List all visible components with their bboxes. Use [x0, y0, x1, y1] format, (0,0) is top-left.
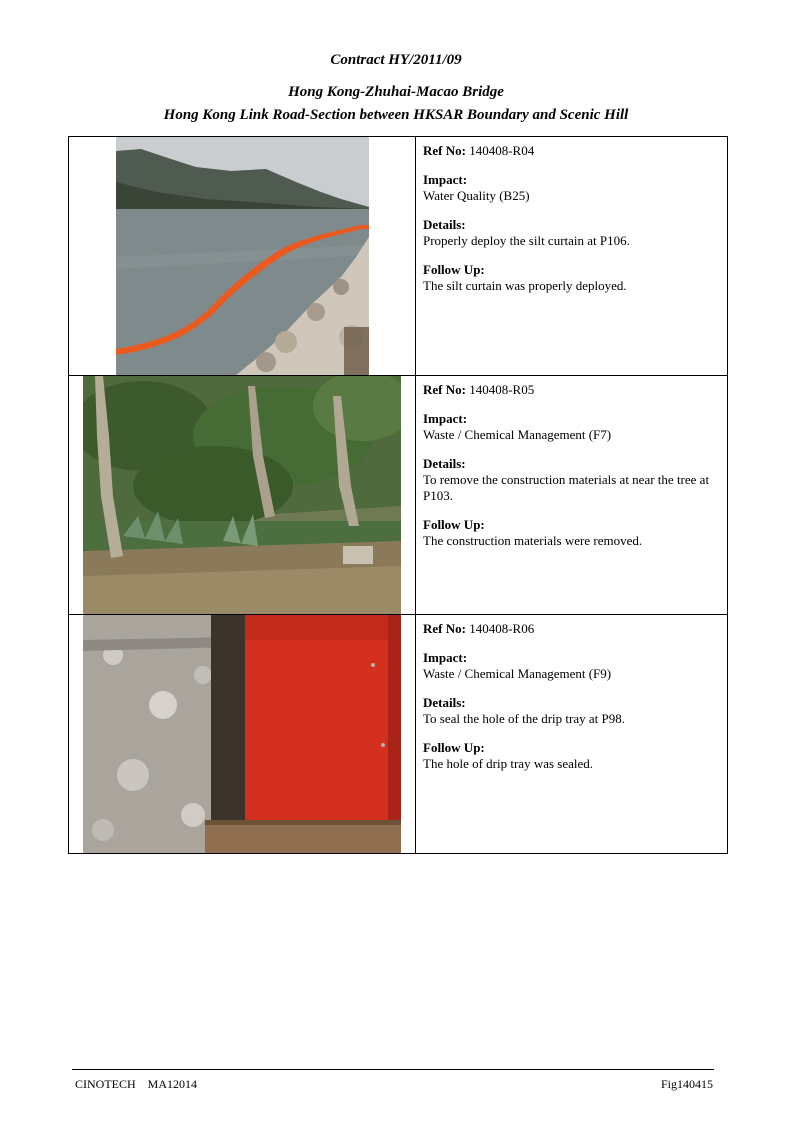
- table-row: [69, 615, 728, 854]
- table-row: [69, 137, 728, 376]
- impact-label: Impact:: [423, 411, 468, 426]
- followup-label: Follow Up:: [423, 740, 485, 755]
- followup-value: The hole of drip tray was sealed.: [423, 756, 594, 771]
- contract-title: Contract HY/2011/09: [330, 52, 462, 68]
- details-label: Details:: [423, 217, 466, 232]
- ref-label: Ref No:: [423, 621, 466, 636]
- project-title: Hong Kong-Zhuhai-Macao Bridge: [288, 84, 504, 100]
- impact-label: Impact:: [423, 650, 468, 665]
- photo-tree-area: [83, 376, 401, 614]
- impact-value: Water Quality (B25): [423, 188, 530, 203]
- photo-cell: [69, 376, 416, 615]
- followup-value: The silt curtain was properly deployed.: [423, 278, 627, 293]
- table-row: [69, 376, 728, 615]
- photo-cell: [69, 137, 416, 376]
- photo-drip-tray: [83, 615, 401, 853]
- footer-left: CINOTECH MA12014: [75, 1077, 197, 1091]
- details-label: Details:: [423, 695, 466, 710]
- ref-value: 140408-R05: [469, 382, 535, 397]
- ref-line: [423, 143, 719, 159]
- footer-divider: [72, 1069, 714, 1070]
- ref-line: [423, 382, 719, 398]
- ref-value: 140408-R04: [469, 143, 535, 158]
- followup-label: Follow Up:: [423, 517, 485, 532]
- details-label: Details:: [423, 456, 466, 471]
- record-details-cell: [416, 615, 728, 854]
- observation-table: [68, 136, 728, 854]
- record-details-cell: [416, 137, 728, 376]
- details-value: Properly deploy the silt curtain at P106.: [423, 233, 630, 248]
- ref-value: 140408-R06: [469, 621, 535, 636]
- followup-value: The construction materials were removed.: [423, 533, 643, 548]
- ref-label: Ref No:: [423, 382, 466, 397]
- record-details-cell: [416, 376, 728, 615]
- photo-silt-curtain: [116, 137, 369, 375]
- impact-label: Impact:: [423, 172, 468, 187]
- followup-label: Follow Up:: [423, 262, 485, 277]
- ref-line: [423, 621, 719, 637]
- impact-value: Waste / Chemical Management (F7): [423, 427, 612, 442]
- ref-label: Ref No:: [423, 143, 466, 158]
- footer-right: Fig140415: [660, 1077, 713, 1091]
- photo-cell: [69, 615, 416, 854]
- section-title: Hong Kong Link Road-Section between HKSAR Boundary and Scenic Hill: [163, 107, 629, 123]
- impact-value: Waste / Chemical Management (F9): [423, 666, 612, 681]
- details-value: To seal the hole of the drip tray at P98.: [423, 711, 625, 726]
- details-value: To remove the construction materials at near the tree at P103.: [423, 472, 710, 503]
